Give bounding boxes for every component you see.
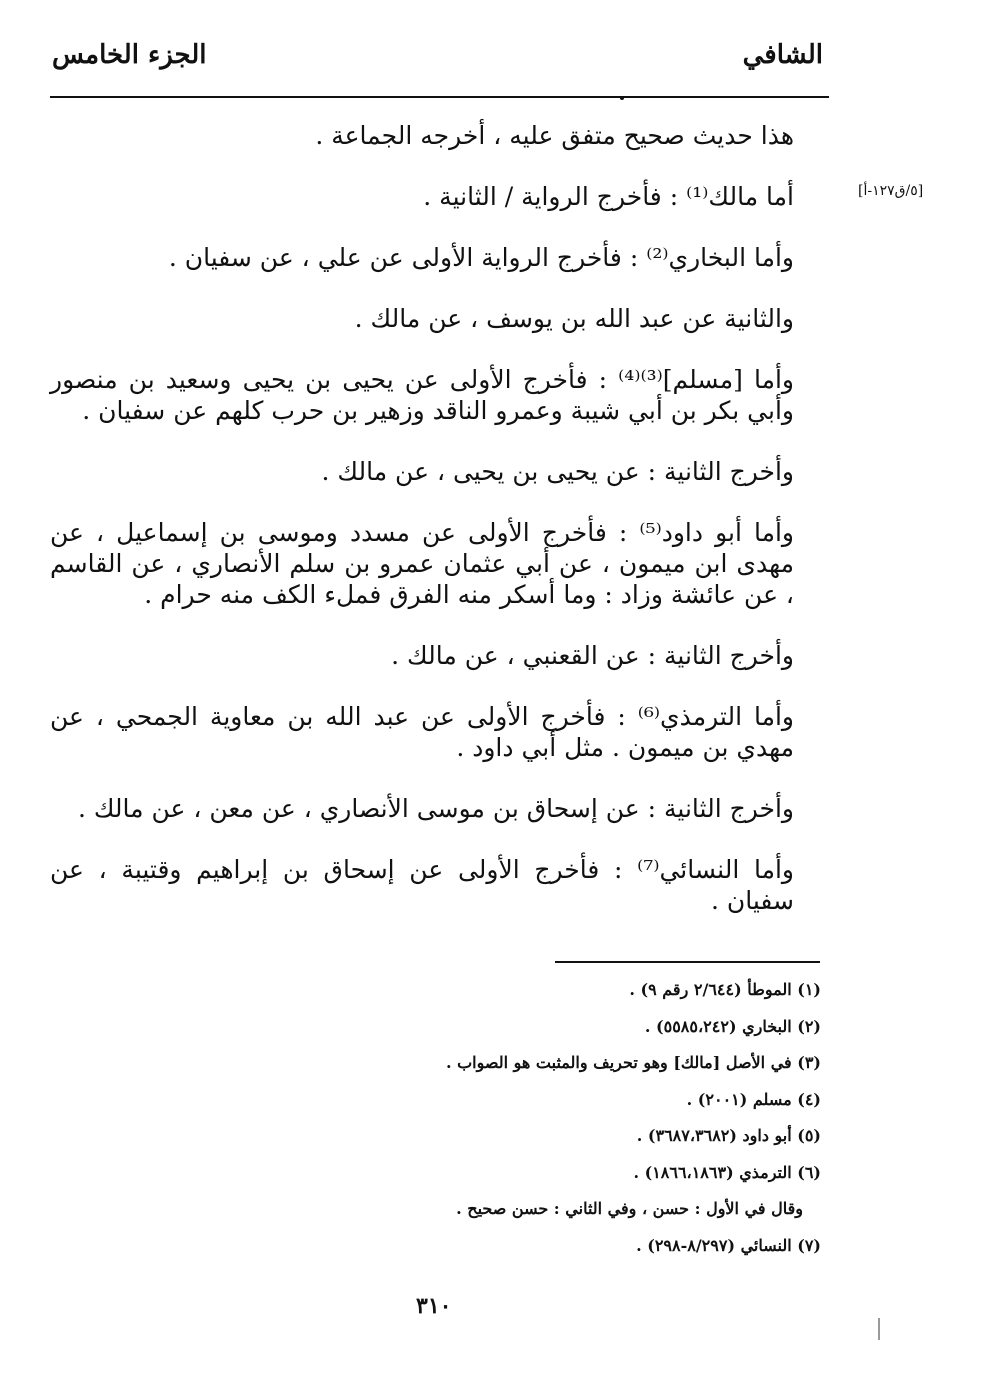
footnote-divider: [555, 961, 820, 963]
header-divider: [50, 96, 829, 98]
footnote-1: (١) الموطأ (٢/٦٤٤ رقم ٩) .: [629, 980, 821, 999]
footnote-5: (٥) أبو داود (٣٦٨٧،٣٦٨٢) .: [636, 1126, 821, 1145]
volume-label: الجزء الخامس: [52, 40, 207, 70]
footnote-7: (٧) النسائي (٨/٢٩٧-٢٩٨) .: [636, 1235, 821, 1255]
paragraph-9: وأما الترمذي⁽⁶⁾ : فأخرج الأولى عن عبد الله بن معاوية الجمحي ، عن مهدي بن ميمون . مثل أبي داود .: [50, 702, 794, 762]
paragraph-3: وأما البخاري⁽²⁾ : فأخرج الرواية الأولى عن علي ، عن سفيان .: [168, 243, 794, 272]
paragraph-8: وأخرج الثانية : عن القعنبي ، عن مالك .: [391, 641, 794, 670]
paragraph-10: وأخرج الثانية : عن إسحاق بن موسى الأنصاري ، عن معن ، عن مالك .: [77, 794, 794, 823]
footnotes: [261, 972, 821, 1264]
paragraph-6: وأخرج الثانية : عن يحيى بن يحيى ، عن مالك .: [321, 457, 794, 486]
paragraph-11: وأما النسائي⁽⁷⁾ : فأخرج الأولى عن إسحاق بن إبراهيم وقتيبة ، عن سفيان .: [50, 855, 794, 915]
footnote-6-continuation: وقال في الأول : حسن ، وفي الثاني : حسن صحيح .: [456, 1199, 803, 1218]
manuscript-folio-note: [٥/ق١٢٧-أ]: [858, 183, 924, 199]
scan-edge-mark: [878, 1318, 880, 1340]
paragraph-7: وأما أبو داود⁽⁵⁾ : فأخرج الأولى عن مسدد وموسى بن إسماعيل ، عن مهدى ابن ميمون ، عن أبي عثمان عمرو بن سلم الأنصاري ، عن القاسم ، عن عائشة وزاد : وما أسكر منه الفرق فملء الكف منه حرام .: [50, 518, 795, 609]
footnote-4: (٤) مسلم (٢٠٠١) .: [686, 1089, 821, 1109]
paragraph-1: هذا حديث صحيح متفق عليه ، أخرجه الجماعة .: [315, 121, 794, 150]
footnote-6: (٦) الترمذي (١٨٦٦،١٨٦٣) .: [633, 1162, 821, 1182]
paragraph-2: أما مالك⁽¹⁾ : فأخرج الرواية / الثانية .: [423, 182, 794, 211]
main-text: [50, 120, 828, 946]
paragraph-5: وأما [مسلم]⁽³⁾⁽⁴⁾ : فأخرج الأولى عن يحيى بن يحيى وسعيد بن منصور وأبي بكر بن أبي شيبة وعمرو الناقد وزهير بن حرب كلهم عن سفيان .: [50, 365, 794, 425]
book-title: الشافي: [742, 40, 823, 70]
footnote-3: (٣) في الأصل [مالك] وهو تحريف والمثبت هو الصواب .: [445, 1053, 821, 1072]
paragraph-4: والثانية عن عبد الله بن يوسف ، عن مالك .: [354, 304, 794, 333]
page-number: ٣١٠: [416, 1293, 452, 1319]
header-dot: [620, 96, 624, 100]
footnote-2: (٢) البخاري (٥٥٨٥،٢٤٢) .: [644, 1016, 821, 1036]
